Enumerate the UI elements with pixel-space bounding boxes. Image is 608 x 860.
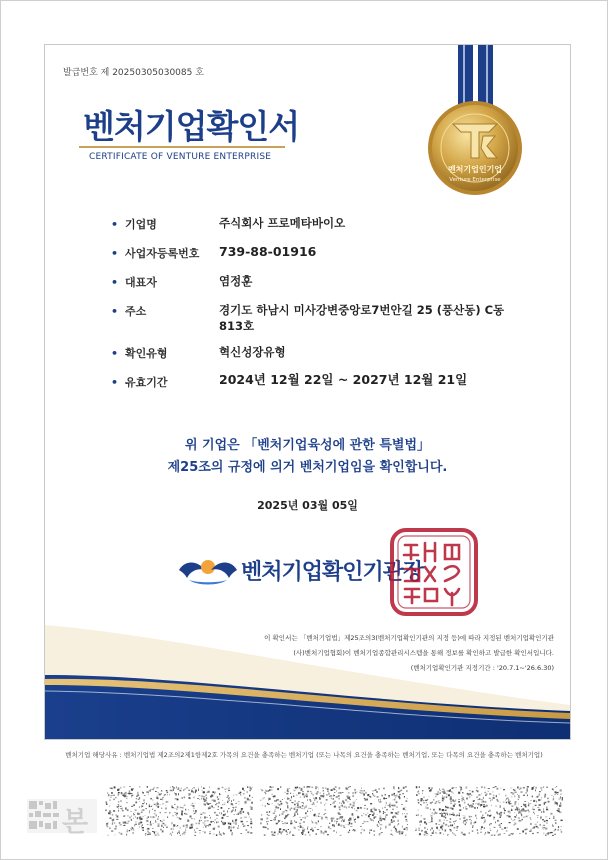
field-value-address-line2: 813호 — [219, 319, 255, 333]
field-value-biz-number: 739-88-01916 — [219, 244, 317, 259]
field-label-address: • 주소 — [111, 305, 147, 318]
field-label-period: • 유효기간 — [111, 376, 168, 389]
medal-line1: 벤처기업인기업 — [447, 165, 503, 174]
note-line1: 이 확인서는 「벤처기업법」제25조의3(벤처기업확인기관의 지정 등)에 따라 지정된 벤처기업확인기관 — [264, 634, 554, 642]
field-value-period: 2024년 12월 22일 ~ 2027년 12월 21일 — [219, 372, 468, 387]
medal-line2: Venture Enterprise — [449, 177, 501, 183]
venture-medal-icon — [427, 100, 523, 196]
field-value-address-line1: 경기도 하남시 미사강변중앙로7번안길 25 (풍산동) C동 — [219, 303, 505, 317]
issue-date: 2025년 03월 05일 — [257, 499, 358, 512]
issuing-org-name: 벤처기업확인기관장 — [241, 560, 424, 585]
statement-line2: 제25조의 규정에 의거 벤처기업임을 확인합니다. — [167, 460, 448, 475]
kova-logo-icon — [177, 556, 239, 586]
note-line2: (사)벤처기업협회)이 벤처기업종합관리시스템을 통해 정보를 확인하고 발급한 확인서입니다. — [293, 649, 554, 657]
certificate-title: 벤처기업확인서 — [83, 107, 300, 146]
security-barcode-3 — [415, 786, 563, 836]
field-value-ceo: 염정훈 — [219, 274, 253, 288]
security-barcode-2 — [260, 786, 408, 836]
issue-number: 발급번호 제 20250305030085 호 — [63, 68, 204, 78]
field-value-type: 혁신성장유형 — [219, 345, 286, 359]
copy-mark: 본 — [62, 807, 89, 838]
field-label-biz-number: • 사업자등록번호 — [111, 247, 200, 260]
field-label-company: • 기업명 — [111, 218, 157, 231]
certificate-subtitle: CERTIFICATE OF VENTURE ENTERPRISE — [89, 152, 272, 162]
field-value-company: 주식회사 프로메타바이오 — [219, 216, 346, 230]
field-label-type: • 확인유형 — [111, 347, 168, 360]
venture-reason-footnote: 벤처기업 해당사유 : 벤처기업법 제2조의2제1항제2호 가목의 요건을 충족하는 벤처기업 (또는 나목의 요건을 충족하는 벤처기업, 또는 다목의 요건을 충족하는 벤처기업) — [65, 751, 543, 759]
field-label-ceo: • 대표자 — [111, 276, 157, 289]
certificate — [44, 44, 571, 740]
title-rule — [79, 146, 285, 148]
official-seal-icon — [389, 527, 479, 617]
security-barcode-1 — [105, 786, 253, 836]
note-line3: (벤처기업확인기관 지정기간 : '20.7.1~'26.6.30) — [410, 664, 554, 672]
statement-line1: 위 기업은 「벤처기업육성에 관한 특별법」 — [184, 438, 431, 453]
